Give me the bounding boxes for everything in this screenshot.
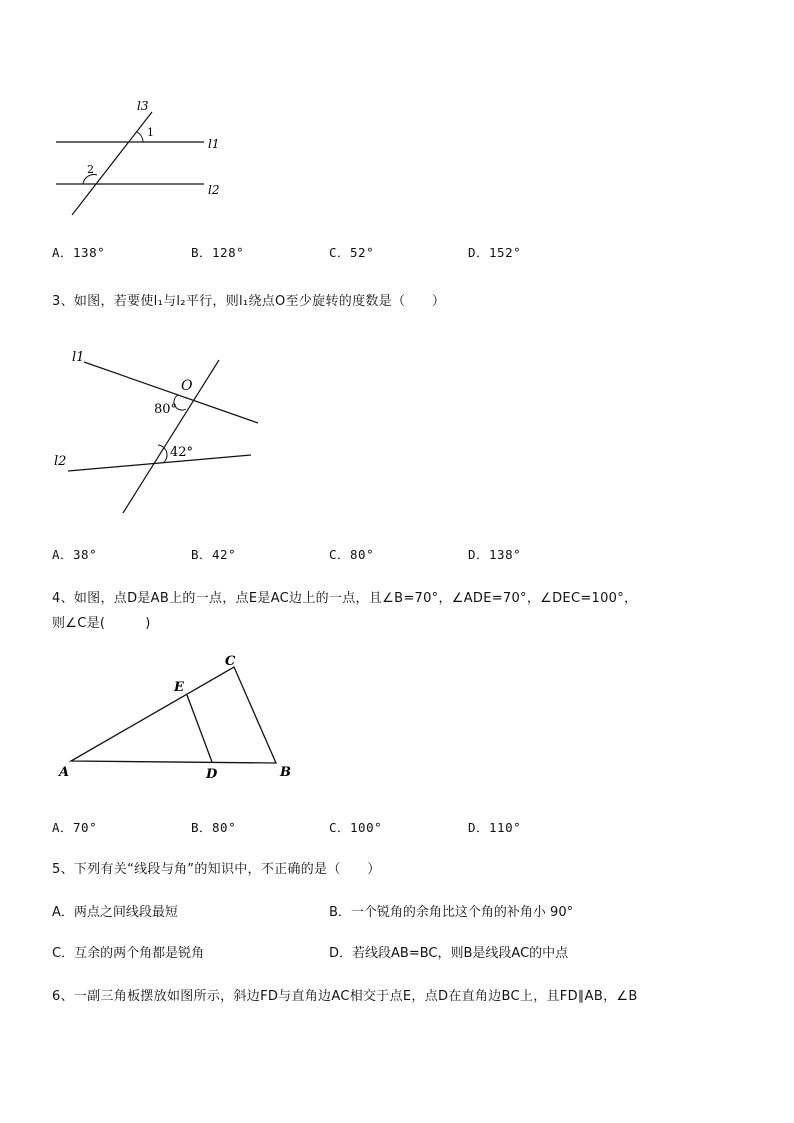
q4-option-b: B．80° — [191, 820, 237, 835]
label-1: 1 — [147, 126, 154, 139]
line-transversal — [123, 360, 219, 513]
q3-figure — [48, 345, 268, 520]
q4-option-c: C．100° — [329, 820, 383, 835]
label-l1: l1 — [72, 350, 85, 365]
label-E: E — [174, 680, 184, 695]
label-l2: l2 — [208, 183, 220, 197]
segment-de — [187, 695, 212, 762]
line-l2 — [68, 455, 251, 471]
q3-option-d: D．138° — [468, 547, 522, 562]
q5-text: 5、下列有关“线段与角”的知识中，不正确的是（ ） — [52, 862, 381, 877]
label-O: O — [181, 378, 193, 394]
label-A: A — [59, 765, 70, 780]
q5-option-b: B．一个锐角的余角比这个角的补角小 90° — [329, 905, 574, 920]
label-l1: l1 — [208, 137, 220, 151]
q4-figure — [55, 650, 300, 785]
q2-figure — [40, 95, 240, 225]
q4-option-a: A．70° — [52, 820, 98, 835]
q5-option-a: A．两点之间线段最短 — [52, 905, 178, 920]
q6-text: 6、一副三角板摆放如图所示，斜边FD与直角边AC相交于点E，点D在直角边BC上，且FD∥AB，∠B — [52, 989, 638, 1004]
q4-text-line1: 4、如图，点D是AB上的一点，点E是AC边上的一点，且∠B=70°，∠ADE=70°，∠DEC=100°， — [52, 591, 638, 606]
label-l2: l2 — [54, 454, 67, 469]
q4-text-line2: 则∠C是( ) — [52, 616, 151, 631]
label-2: 2 — [87, 163, 94, 176]
q2-option-a: A．138° — [52, 245, 106, 260]
q3-option-c: C．80° — [329, 547, 375, 562]
q2-option-c: C．52° — [329, 245, 375, 260]
q3-option-b: B．42° — [191, 547, 237, 562]
q2-option-d: D．152° — [468, 245, 522, 260]
label-C: C — [225, 654, 236, 669]
q2-option-b: B．128° — [191, 245, 245, 260]
label-80: 80° — [154, 402, 178, 417]
label-B: B — [280, 765, 291, 780]
q5-option-d: D．若线段AB=BC，则B是线段AC的中点 — [329, 946, 569, 961]
label-D: D — [206, 767, 218, 782]
label-l3: l3 — [137, 99, 149, 113]
q3-option-a: A．38° — [52, 547, 98, 562]
label-42: 42° — [170, 445, 194, 460]
q4-option-d: D．110° — [468, 820, 522, 835]
q3-text: 3、如图，若要使l₁与l₂平行，则l₁绕点O至少旋转的度数是（ ） — [52, 294, 446, 309]
angle-1-arc — [137, 132, 143, 142]
q5-option-c: C．互余的两个角都是锐角 — [52, 946, 205, 961]
line-l3 — [72, 112, 152, 215]
